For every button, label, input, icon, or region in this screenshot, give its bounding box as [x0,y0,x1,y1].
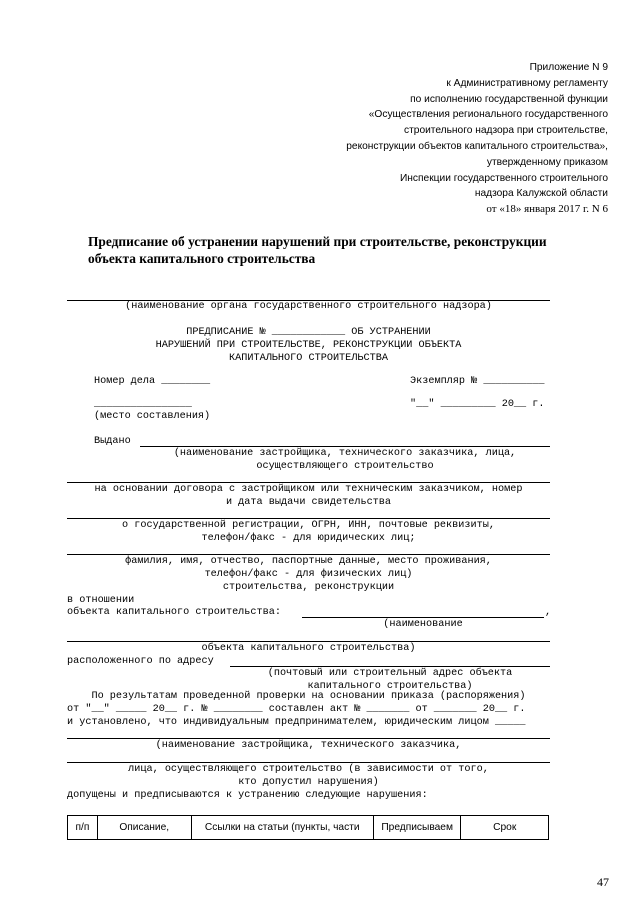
person-caption2-2: кто допустил нарушения) [238,777,379,788]
appendix-line: утвержденному приказом [486,156,608,168]
object-caption-2: объекта капитального строительства) [201,643,416,654]
place-caption: (место составления) [94,411,211,422]
registration-caption-2: телефон/факс - для юридических лиц; [201,533,416,544]
appendix-line: Инспекции государственного строительного [399,172,608,184]
appendix-line: строительного надзора при строительстве, [404,125,608,137]
appendix-line: «Осуществления регионального государственного [368,109,608,121]
appendix-line: по исполнению государственной функции [410,93,608,105]
organ-caption: (наименование органа государственного строительного надзора) [125,301,492,312]
appendix-line: реконструкции объектов капитального строительства», [346,140,608,152]
person-caption2-1: лица, осуществляющего строительство (в зависимости от того, [128,764,489,775]
developer-caption: (наименование застройщика, технического заказчика, [155,740,462,751]
col-number: п/п [68,816,98,840]
inspection-line-1: По результатам проведенной проверки на основании приказа (распоряжения) [67,691,526,702]
object-caption-1: (наименование [383,619,463,630]
person-caption-3: строительства, реконструкции [222,582,395,593]
place-blank: ________________ [94,399,192,410]
col-deadline: Срок [461,816,549,840]
appendix-line: Приложение N 9 [529,62,608,73]
col-prescribed: Предписываем [373,816,461,840]
col-references: Ссылки на статьи (пункты, части [191,816,373,840]
table-header-row [68,816,549,840]
issued-caption-1: (наименование застройщика, технического заказчика, лица, [173,448,517,459]
registration-caption-1: о государственной регистрации, ОГРН, ИНН, почтовые реквизиты, [122,520,495,531]
inspection-line-2: от "__" _____ 20__ г. № ________ составлен акт № _______ от _______ 20__ г. [67,704,526,715]
appendix-block [288,60,608,218]
issued-caption-2: осуществляющего строительство [256,461,434,472]
object-label: объекта капитального строительства: [67,607,281,618]
appendix-line: надзора Калужской области [474,188,608,200]
copy-number-field: Экземпляр № __________ [410,376,545,387]
person-caption-2: телефон/факс - для физических лиц) [204,569,413,580]
violations-intro: допущены и предписываются к устранению следующие нарушения: [67,790,428,801]
address-label: расположенного по адресу [67,656,214,667]
issued-label: Выдано [94,436,131,447]
violations-table [67,815,549,840]
appendix-line: к Административному регламенту [446,77,608,89]
contract-caption-2: и дата выдачи свидетельства [225,497,392,508]
heading-line-1: ПРЕДПИСАНИЕ № ____________ ОБ УСТРАНЕНИИ [186,327,431,338]
col-description: Описание, [97,816,191,840]
appendix-date: от «18» января 2017 г. N 6 [486,203,608,216]
heading-line-2: НАРУШЕНИЙ ПРИ СТРОИТЕЛЬСТВЕ, РЕКОНСТРУКЦИИ ОБЪЕКТА [155,340,462,351]
person-caption-1: фамилия, имя, отчество, паспортные данные, место проживания, [125,556,492,567]
inspection-line-3: и установлено, что индивидуальным предпринимателем, юридическим лицом _____ [67,717,526,728]
contract-caption-1: на основании договора с застройщиком или техническим заказчиком, номер [94,484,523,495]
address-caption-2: капитального строительства) [307,681,473,692]
heading-line-3: КАПИТАЛЬНОГО СТРОИТЕЛЬСТВА [229,353,388,364]
case-number-field: Номер дела ________ [94,376,211,387]
regarding-label: в отношении [67,595,135,606]
page-number: 47 [597,875,609,889]
object-comma: , [545,607,552,618]
document-title: Предписание об устранении нарушений при строительстве, реконструкции объекта капитального строительства [88,234,547,266]
address-caption-1: (почтовый или строительный адрес объекта [267,668,513,679]
date-blank: "__" _________ 20__ г. [410,399,545,410]
